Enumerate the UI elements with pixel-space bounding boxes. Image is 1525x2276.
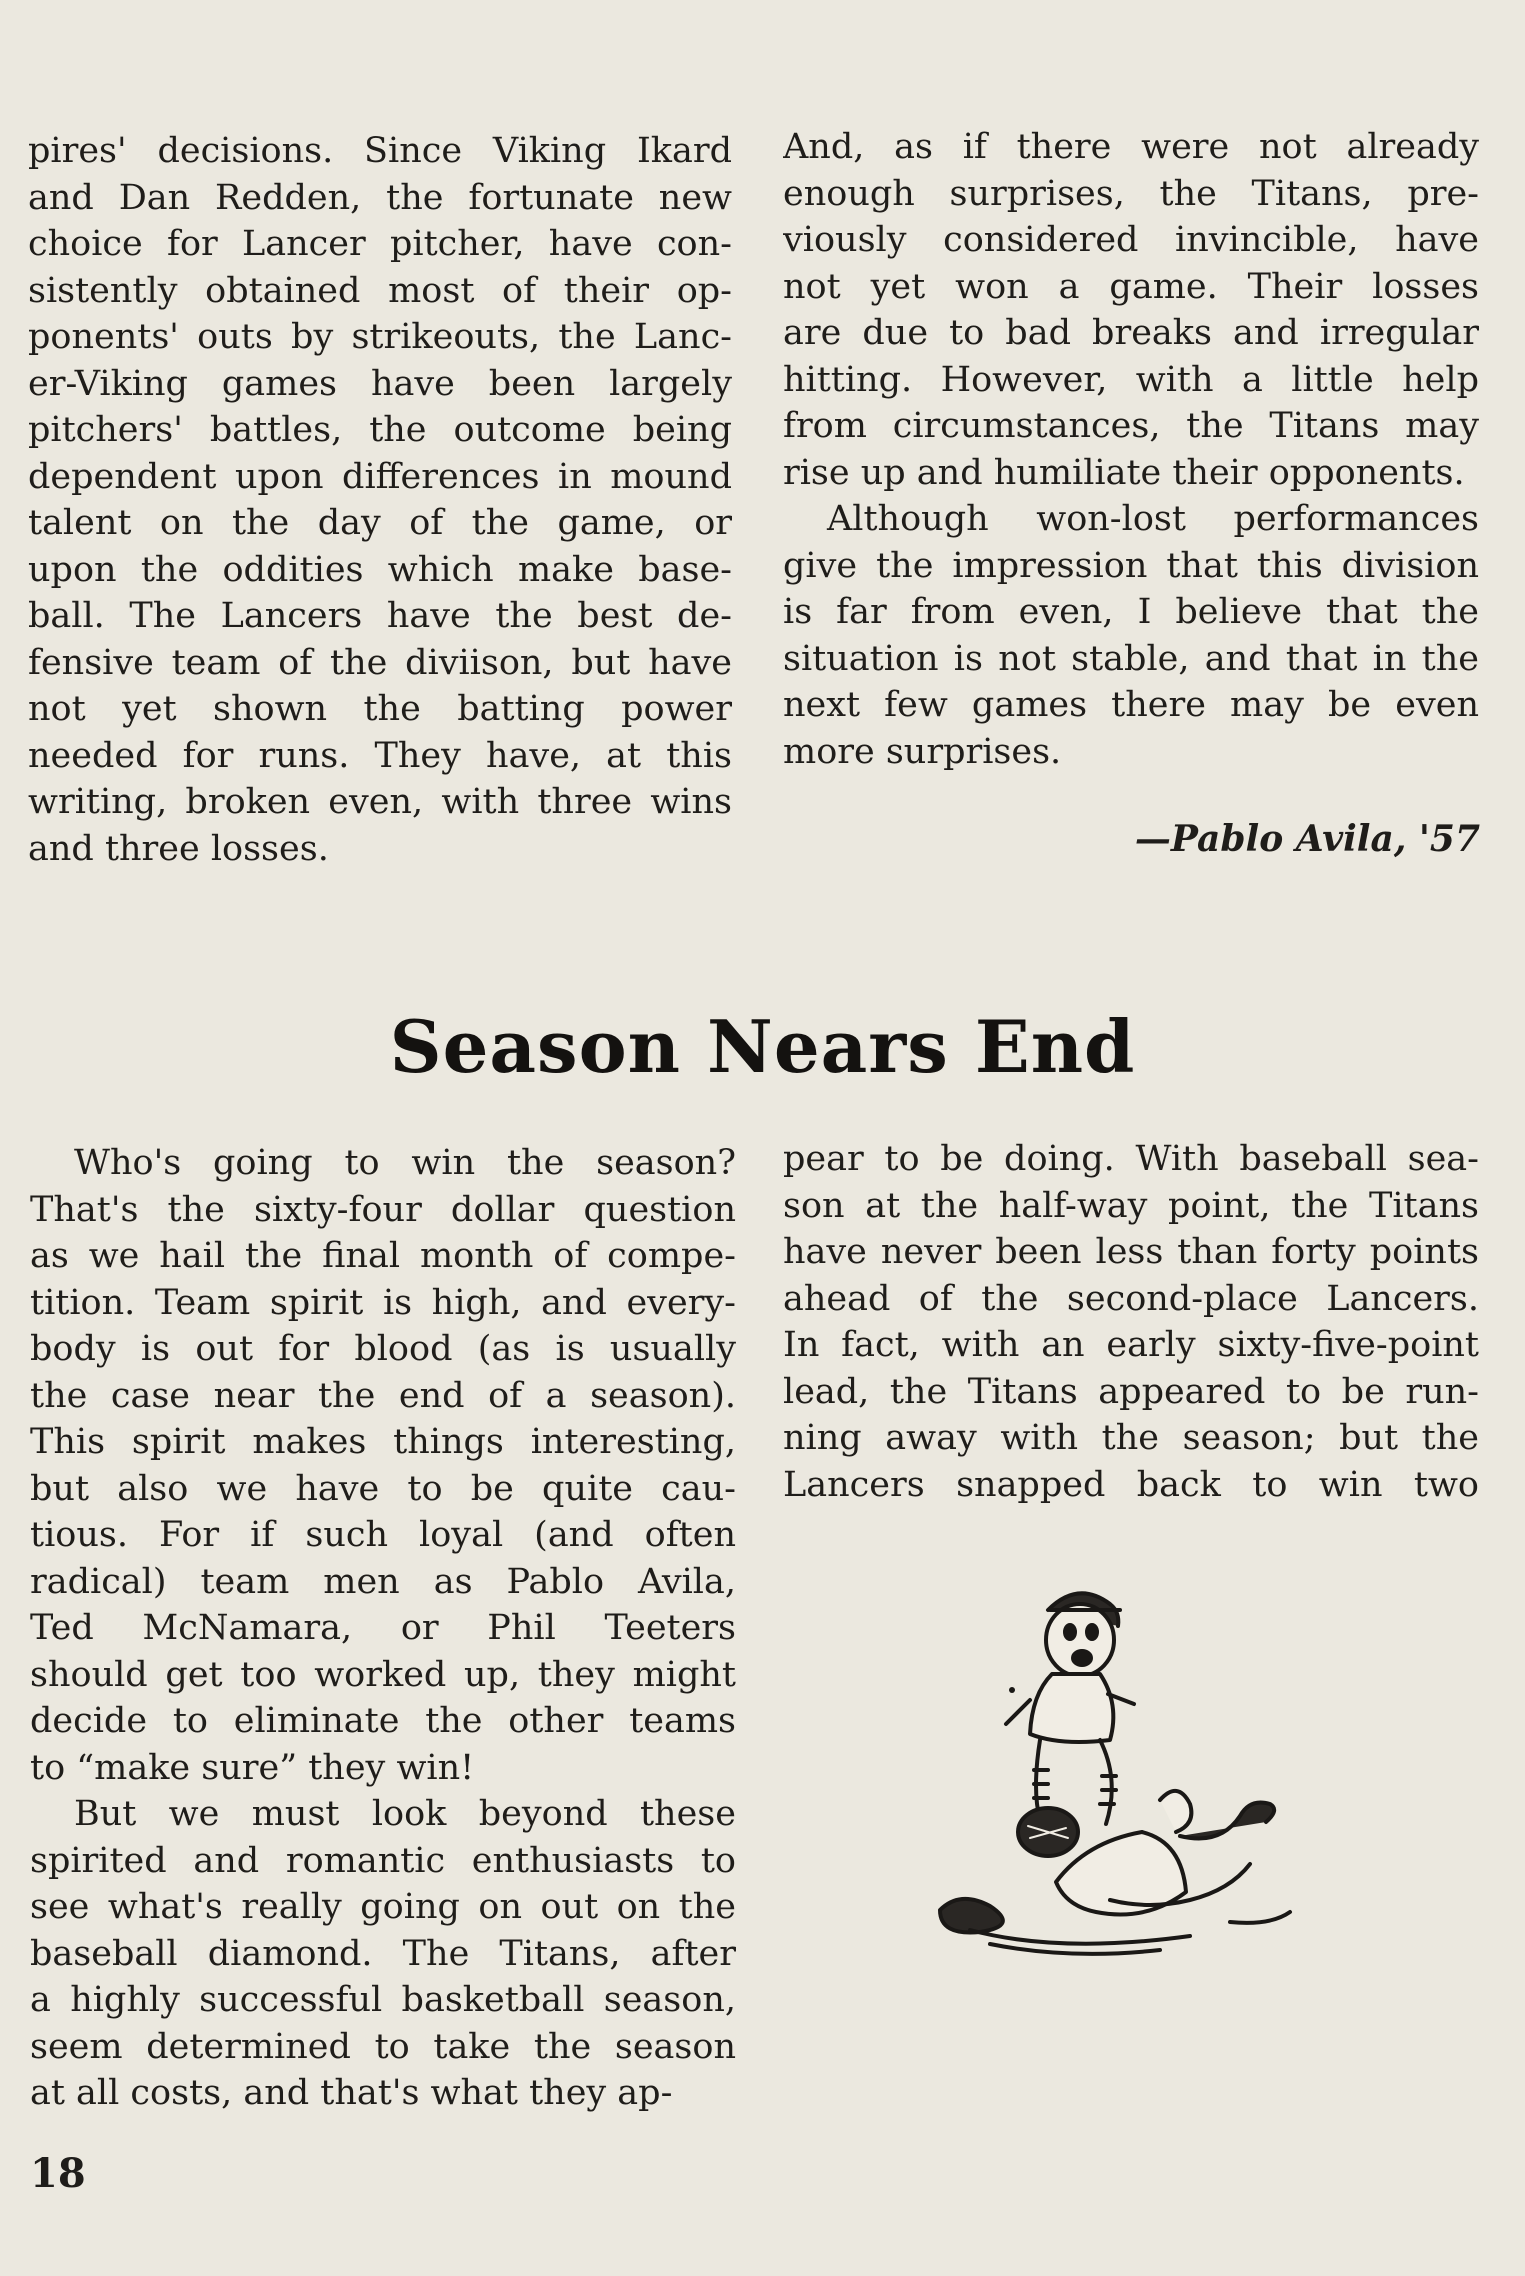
text-line: tition. Team spirit is high, and every- bbox=[30, 1282, 736, 1323]
text-line: give the impression that this division bbox=[783, 545, 1479, 586]
previous-article-right-column bbox=[783, 124, 1479, 775]
text-line: Ted McNamara, or Phil Teeters bbox=[30, 1608, 736, 1648]
previous-article-left-column bbox=[28, 128, 732, 872]
text-line: have never been less than forty points bbox=[783, 1232, 1479, 1272]
text-line: Who's going to win the season? bbox=[74, 1143, 736, 1183]
text-line: as we hail the final month of compe- bbox=[30, 1236, 736, 1276]
text-line: and Dan Redden, the fortunate new bbox=[28, 177, 732, 218]
text-line: fensive team of the diviison, but have bbox=[28, 642, 732, 683]
text-line: son at the half-way point, the Titans bbox=[783, 1185, 1479, 1226]
text-line: not yet won a game. Their losses bbox=[783, 266, 1479, 307]
article-headline: Season Nears End bbox=[389, 1004, 1136, 1089]
text-line: ball. The Lancers have the best de- bbox=[28, 596, 732, 636]
text-line: baseball diamond. The Titans, after bbox=[30, 1933, 736, 1974]
text-line: pitchers' battles, the outcome being bbox=[28, 410, 732, 450]
text-line: And, as if there were not already bbox=[783, 127, 1479, 167]
byline: —Pablo Avila, '57 bbox=[1134, 818, 1480, 860]
text-line: needed for runs. They have, at this bbox=[28, 735, 732, 776]
text-line: writing, broken even, with three wins bbox=[28, 782, 732, 822]
text-line: next few games there may be even bbox=[783, 685, 1479, 725]
text-line: But we must look beyond these bbox=[74, 1794, 736, 1834]
text-line: Although won-lost performances bbox=[827, 499, 1479, 539]
baseball-cartoon-illustration bbox=[930, 1570, 1330, 2030]
text-line: to “make sure” they win! bbox=[30, 1747, 475, 1788]
text-line: choice for Lancer pitcher, have con- bbox=[28, 224, 732, 264]
text-line: pear to be doing. With baseball sea- bbox=[783, 1139, 1479, 1179]
text-line: Lancers snapped back to win two bbox=[783, 1464, 1479, 1505]
text-line: should get too worked up, they might bbox=[30, 1654, 736, 1695]
text-line: not yet shown the batting power bbox=[28, 689, 732, 729]
text-line: are due to bad breaks and irregular bbox=[783, 313, 1479, 353]
text-line: viously considered invincible, have bbox=[783, 220, 1479, 260]
text-line: pires' decisions. Since Viking Ikard bbox=[28, 131, 732, 171]
text-line: at all costs, and that's what they ap- bbox=[30, 2073, 673, 2113]
text-line: seem determined to take the season bbox=[30, 2026, 736, 2067]
text-line: hitting. However, with a little help bbox=[783, 359, 1479, 400]
text-line: radical) team men as Pablo Avila, bbox=[30, 1561, 736, 1602]
text-line: ning away with the season; but the bbox=[783, 1418, 1479, 1458]
text-line: the case near the end of a season). bbox=[30, 1375, 736, 1416]
text-line: upon the oddities which make base- bbox=[28, 549, 732, 590]
text-line: lead, the Titans appeared to be run- bbox=[783, 1371, 1479, 1412]
text-line: ahead of the second-place Lancers. bbox=[783, 1278, 1479, 1319]
text-line: ponents' outs by strikeouts, the Lanc- bbox=[28, 317, 732, 357]
text-line: a highly successful basketball season, bbox=[30, 1980, 736, 2020]
text-line: see what's really going on out on the bbox=[30, 1887, 736, 1927]
text-line: from circumstances, the Titans may bbox=[783, 406, 1479, 446]
text-line: That's the sixty-four dollar question bbox=[30, 1189, 736, 1230]
page-number: 18 bbox=[30, 2150, 86, 2197]
article-left-column bbox=[30, 1140, 736, 2117]
text-line: and three losses. bbox=[28, 828, 329, 869]
text-line: sistently obtained most of their op- bbox=[28, 270, 732, 311]
text-line: is far from even, I believe that the bbox=[783, 592, 1479, 632]
text-line: er-Viking games have been largely bbox=[28, 363, 732, 404]
text-line: talent on the day of the game, or bbox=[28, 503, 732, 543]
text-line: In fact, with an early sixty-five-point bbox=[783, 1325, 1479, 1365]
text-line: body is out for blood (as is usually bbox=[30, 1329, 736, 1369]
text-line: rise up and humiliate their opponents. bbox=[783, 452, 1465, 493]
text-line: spirited and romantic enthusiasts to bbox=[30, 1840, 736, 1881]
text-line: more surprises. bbox=[783, 731, 1062, 772]
text-line: decide to eliminate the other teams bbox=[30, 1701, 736, 1741]
text-line: tious. For if such loyal (and often bbox=[30, 1515, 736, 1555]
text-line: situation is not stable, and that in the bbox=[783, 638, 1479, 679]
article-right-column bbox=[783, 1136, 1479, 1508]
text-line: enough surprises, the Titans, pre- bbox=[783, 173, 1479, 214]
text-line: dependent upon differences in mound bbox=[28, 456, 732, 497]
text-line: This spirit makes things interesting, bbox=[30, 1422, 736, 1462]
text-line: but also we have to be quite cau- bbox=[30, 1468, 736, 1509]
